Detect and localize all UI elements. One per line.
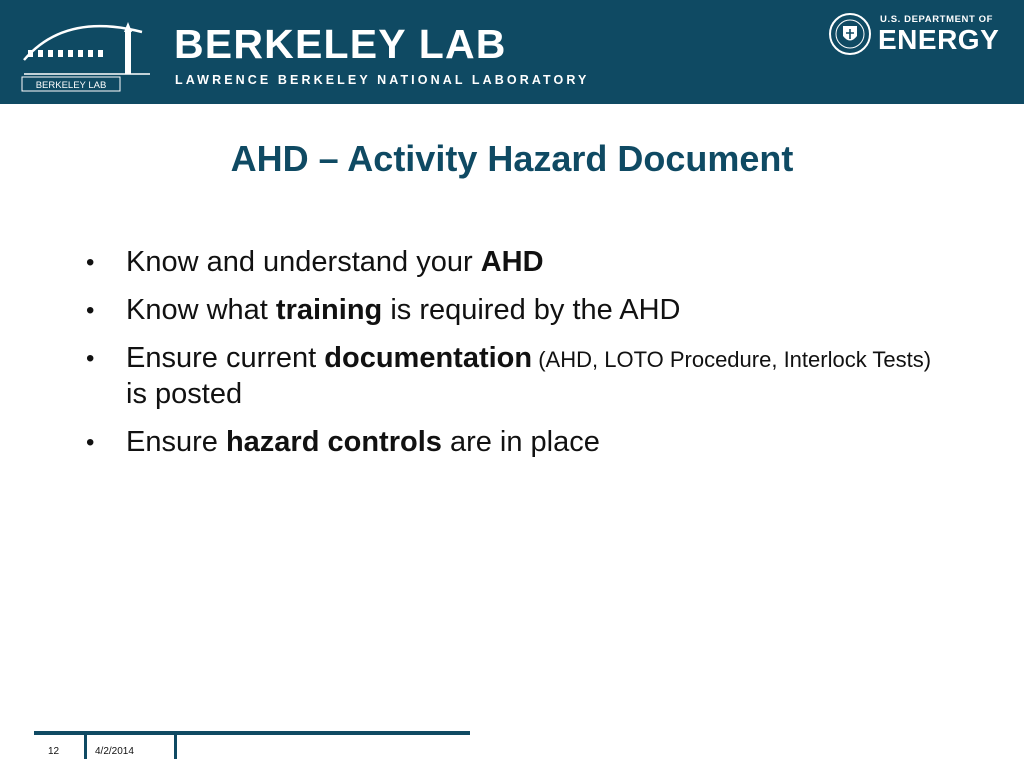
page-number: 12 bbox=[48, 746, 60, 757]
bullet-text: Ensure current bbox=[126, 342, 325, 374]
doe-seal-icon bbox=[828, 12, 872, 56]
brand-title: BERKELEY LAB bbox=[174, 21, 507, 67]
brand-subtitle: LAWRENCE BERKELEY NATIONAL LABORATORY bbox=[175, 73, 590, 87]
slide-date: 4/2/2014 bbox=[95, 746, 134, 757]
doe-department-text: U.S. DEPARTMENT OF bbox=[880, 14, 994, 25]
bullet-item bbox=[80, 425, 960, 460]
doe-energy-text: ENERGY bbox=[878, 24, 1000, 55]
bullet-list bbox=[80, 245, 960, 473]
bullet-text: Know what bbox=[126, 294, 276, 326]
slide-title: AHD – Activity Hazard Document bbox=[230, 138, 794, 179]
bullet-text: are in place bbox=[441, 426, 600, 458]
bullet-bold-text: training bbox=[275, 294, 383, 326]
berkeley-lab-logo-icon bbox=[20, 10, 155, 95]
bullet-text: Know and understand your bbox=[126, 246, 481, 278]
bullet-text: is required by the AHD bbox=[382, 294, 681, 326]
bullet-bold-text: AHD bbox=[480, 246, 544, 278]
bullet-bold-text: hazard controls bbox=[225, 426, 442, 458]
header-banner bbox=[0, 0, 1024, 104]
bullet-item bbox=[80, 293, 960, 328]
bullet-text: Ensure bbox=[126, 426, 226, 458]
footer-tick bbox=[84, 735, 87, 759]
bullet-small-text: (AHD, LOTO Procedure, Interlock Tests) bbox=[532, 347, 932, 372]
footer-divider bbox=[34, 731, 470, 735]
bullet-item bbox=[80, 341, 960, 412]
footer-tick bbox=[174, 735, 177, 759]
logo-text: BERKELEY LAB bbox=[35, 80, 107, 91]
bullet-item bbox=[80, 245, 960, 280]
bullet-bold-text: documentation bbox=[324, 342, 533, 374]
bullet-text: is posted bbox=[126, 378, 243, 410]
